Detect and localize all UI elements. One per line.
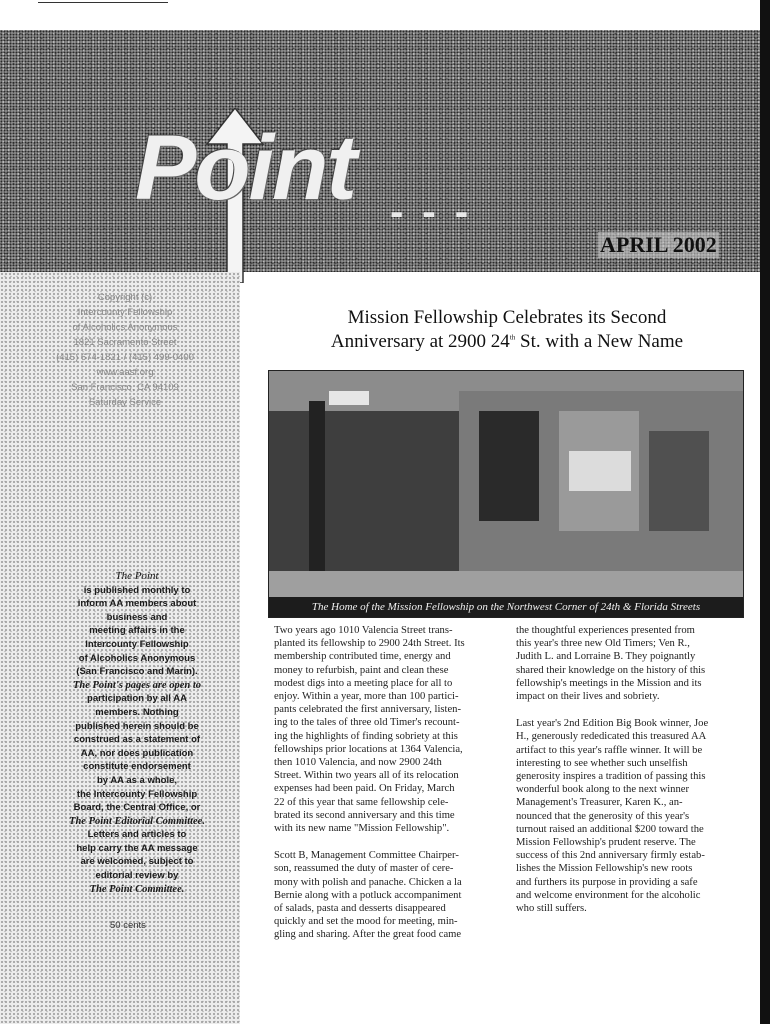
article-line: money to refurbish, paint and clean these bbox=[274, 664, 449, 676]
article-line: planted its fellowship to 2900 24th Street. Its bbox=[274, 638, 465, 650]
statement-line: The Point's pages are open to bbox=[72, 679, 202, 691]
article-line: success of this 2nd anniversary firmly estab- bbox=[516, 850, 705, 862]
headline-line-2 bbox=[268, 330, 746, 354]
statement-line: (San Francisco and Marin). bbox=[76, 666, 198, 678]
article-line: son, reassumed the duty of master of cere- bbox=[274, 863, 454, 875]
headline-sup: th bbox=[509, 333, 516, 342]
statement-line: inform AA members about bbox=[77, 598, 197, 610]
statement-line: construed as a statement of bbox=[73, 734, 201, 746]
publication-statement bbox=[42, 570, 232, 896]
article-line: quickly and set the mood for meeting, min- bbox=[274, 916, 458, 928]
headline-line-2-b: St. with a New Name bbox=[515, 331, 684, 352]
statement-line: editorial review by bbox=[95, 870, 179, 882]
article-line: Bernie along with a potluck accompaniment bbox=[274, 889, 462, 901]
building-photo-illustration bbox=[269, 371, 743, 617]
article-line: Mission Fellowship's prudent reserve. The bbox=[516, 837, 696, 849]
sidebar-contact-line: Intercounty Fellowship bbox=[77, 307, 173, 318]
article-line: this year's three new Old Timers; Ven R., bbox=[516, 638, 690, 650]
statement-line: Board, the Central Office, or bbox=[73, 802, 201, 814]
sidebar-contact-line: (415) 674-1821 / (415) 499-0400 bbox=[56, 352, 194, 363]
statement-line: AA, nor does publication bbox=[80, 747, 194, 759]
article-line bbox=[516, 703, 738, 717]
article-line: expenses had been paid. On Friday, March bbox=[274, 783, 455, 795]
statement-line: The Point bbox=[115, 570, 159, 582]
article-line: of salads, pasta and desserts disappeared bbox=[274, 903, 446, 915]
article-line: modest digs into a meeting place for all to bbox=[274, 677, 453, 689]
article-line: Last year's 2nd Edition Big Book winner, Joe bbox=[516, 718, 709, 730]
article-line: fellowships prior locations at 1364 Valencia, bbox=[274, 743, 463, 755]
top-rule-line bbox=[38, 2, 168, 3]
article-line: who still suffers. bbox=[516, 903, 587, 915]
photo-caption: The Home of the Mission Fellowship on the Northwest Corner of 24th & Florida Streets bbox=[269, 597, 743, 617]
masthead-dashes: - - - bbox=[390, 190, 473, 234]
article-line: Judith L. and Lorraine B. They poignantly bbox=[516, 651, 696, 663]
article-line: gling and sharing. After the great food came bbox=[274, 929, 462, 941]
sidebar-contact-line: San Francisco, CA 94109 bbox=[71, 382, 179, 393]
sidebar-contact-line: 1821 Sacramento Street bbox=[73, 337, 177, 348]
building-photo bbox=[268, 370, 744, 618]
statement-line: meeting affairs in the bbox=[89, 625, 185, 637]
sidebar-contact-line: of Alcoholics Anonymous bbox=[72, 322, 178, 333]
article-line: and furthers its purpose in providing a safe bbox=[516, 876, 698, 888]
article-line: mony with polish and panache. Chicken a la bbox=[274, 876, 462, 888]
article-line: ing the highlights of finding sobriety at this bbox=[274, 730, 458, 742]
article-line: fellowship's meetings in the Mission and its bbox=[516, 677, 702, 689]
article-line: Street. Within two years all of its relocation bbox=[274, 770, 459, 782]
article-line: with its new name "Mission Fellowship". bbox=[274, 823, 450, 835]
article-headline bbox=[268, 306, 746, 354]
article-line: Scott B, Management Committee Chairper- bbox=[274, 850, 459, 862]
statement-line: business and bbox=[106, 611, 168, 623]
page-edge-bar bbox=[760, 0, 770, 1024]
statement-line: of Alcoholics Anonymous bbox=[78, 652, 196, 664]
article-line: enjoy. Within a year, more than 100 partici- bbox=[274, 691, 459, 703]
article-line: the thoughtful experiences presented from bbox=[516, 625, 695, 636]
article-line: shared their knowledge on the history of this bbox=[516, 664, 706, 676]
issue-date: APRIL 2002 bbox=[600, 232, 717, 257]
statement-line: Intercounty Fellowship bbox=[85, 638, 189, 650]
statement-line: is published monthly to bbox=[83, 584, 191, 596]
article-line: turnout raised an additional $200 toward the bbox=[516, 823, 704, 835]
article-line: lishes the Mission Fellowship's new roots bbox=[516, 863, 693, 875]
statement-line: published herein should be bbox=[75, 720, 199, 732]
statement-line: members. Nothing bbox=[95, 706, 179, 718]
article-line bbox=[274, 835, 496, 849]
sidebar-contact-info bbox=[30, 290, 220, 410]
article-line: membership contributed time, energy and bbox=[274, 651, 451, 663]
statement-line: help carry the AA message bbox=[76, 842, 198, 854]
article-line: brated its second anniversary and this time bbox=[274, 809, 455, 821]
statement-line: participation by all AA bbox=[87, 693, 187, 705]
article-line: impact on their lives and sobriety. bbox=[516, 691, 660, 703]
sidebar-contact-line: Copyright (c) bbox=[97, 292, 153, 303]
article-column-left bbox=[274, 624, 496, 942]
article-line: pants celebrated the first anniversary, listen- bbox=[274, 704, 461, 716]
statement-line: constitute endorsement bbox=[83, 761, 191, 773]
headline-line-2-a: Anniversary at 2900 24 bbox=[330, 331, 510, 352]
sidebar-contact-line: Saturday Service bbox=[88, 397, 162, 408]
article-line: then 1010 Valencia, and now 2900 24th bbox=[274, 757, 442, 769]
masthead-logo: Point bbox=[135, 117, 355, 219]
statement-line: Letters and articles to bbox=[87, 829, 187, 841]
statement-line: the Intercounty Fellowship bbox=[76, 788, 198, 800]
article-line: H., generously rededicated this treasured AA bbox=[516, 731, 707, 743]
sidebar-contact-line: www.aasf.org bbox=[96, 367, 154, 378]
price: 50 cents bbox=[110, 920, 146, 931]
statement-line: The Point Committee. bbox=[89, 883, 185, 895]
article-line: Management's Treasurer, Karen K., an- bbox=[516, 797, 683, 809]
statement-line: by AA as a whole, bbox=[96, 774, 178, 786]
article-line: ing to the tales of three old Timer's recount- bbox=[274, 717, 460, 729]
article-column-right bbox=[516, 624, 738, 915]
statement-line: The Point Editorial Committee. bbox=[69, 815, 205, 827]
headline-line-1: Mission Fellowship Celebrates its Second bbox=[347, 307, 667, 328]
article-line: interesting to see whether such unselfish bbox=[516, 757, 688, 769]
article-line: nounced that the generosity of this year's bbox=[516, 810, 690, 822]
article-line: Two years ago 1010 Valencia Street trans- bbox=[274, 625, 453, 636]
article-line: and welcome environment for the alcoholic bbox=[516, 889, 701, 901]
article-line: artifact to this year's raffle winner. It will be bbox=[516, 744, 703, 756]
statement-line: are welcomed, subject to bbox=[80, 856, 194, 868]
top-rule bbox=[0, 0, 770, 6]
article-line: wonderful book along to the next winner bbox=[516, 784, 689, 796]
article-line: 22 of this year that same fellowship cele- bbox=[274, 796, 449, 808]
article-line: generosity inspires a tradition of passing this bbox=[516, 771, 706, 783]
